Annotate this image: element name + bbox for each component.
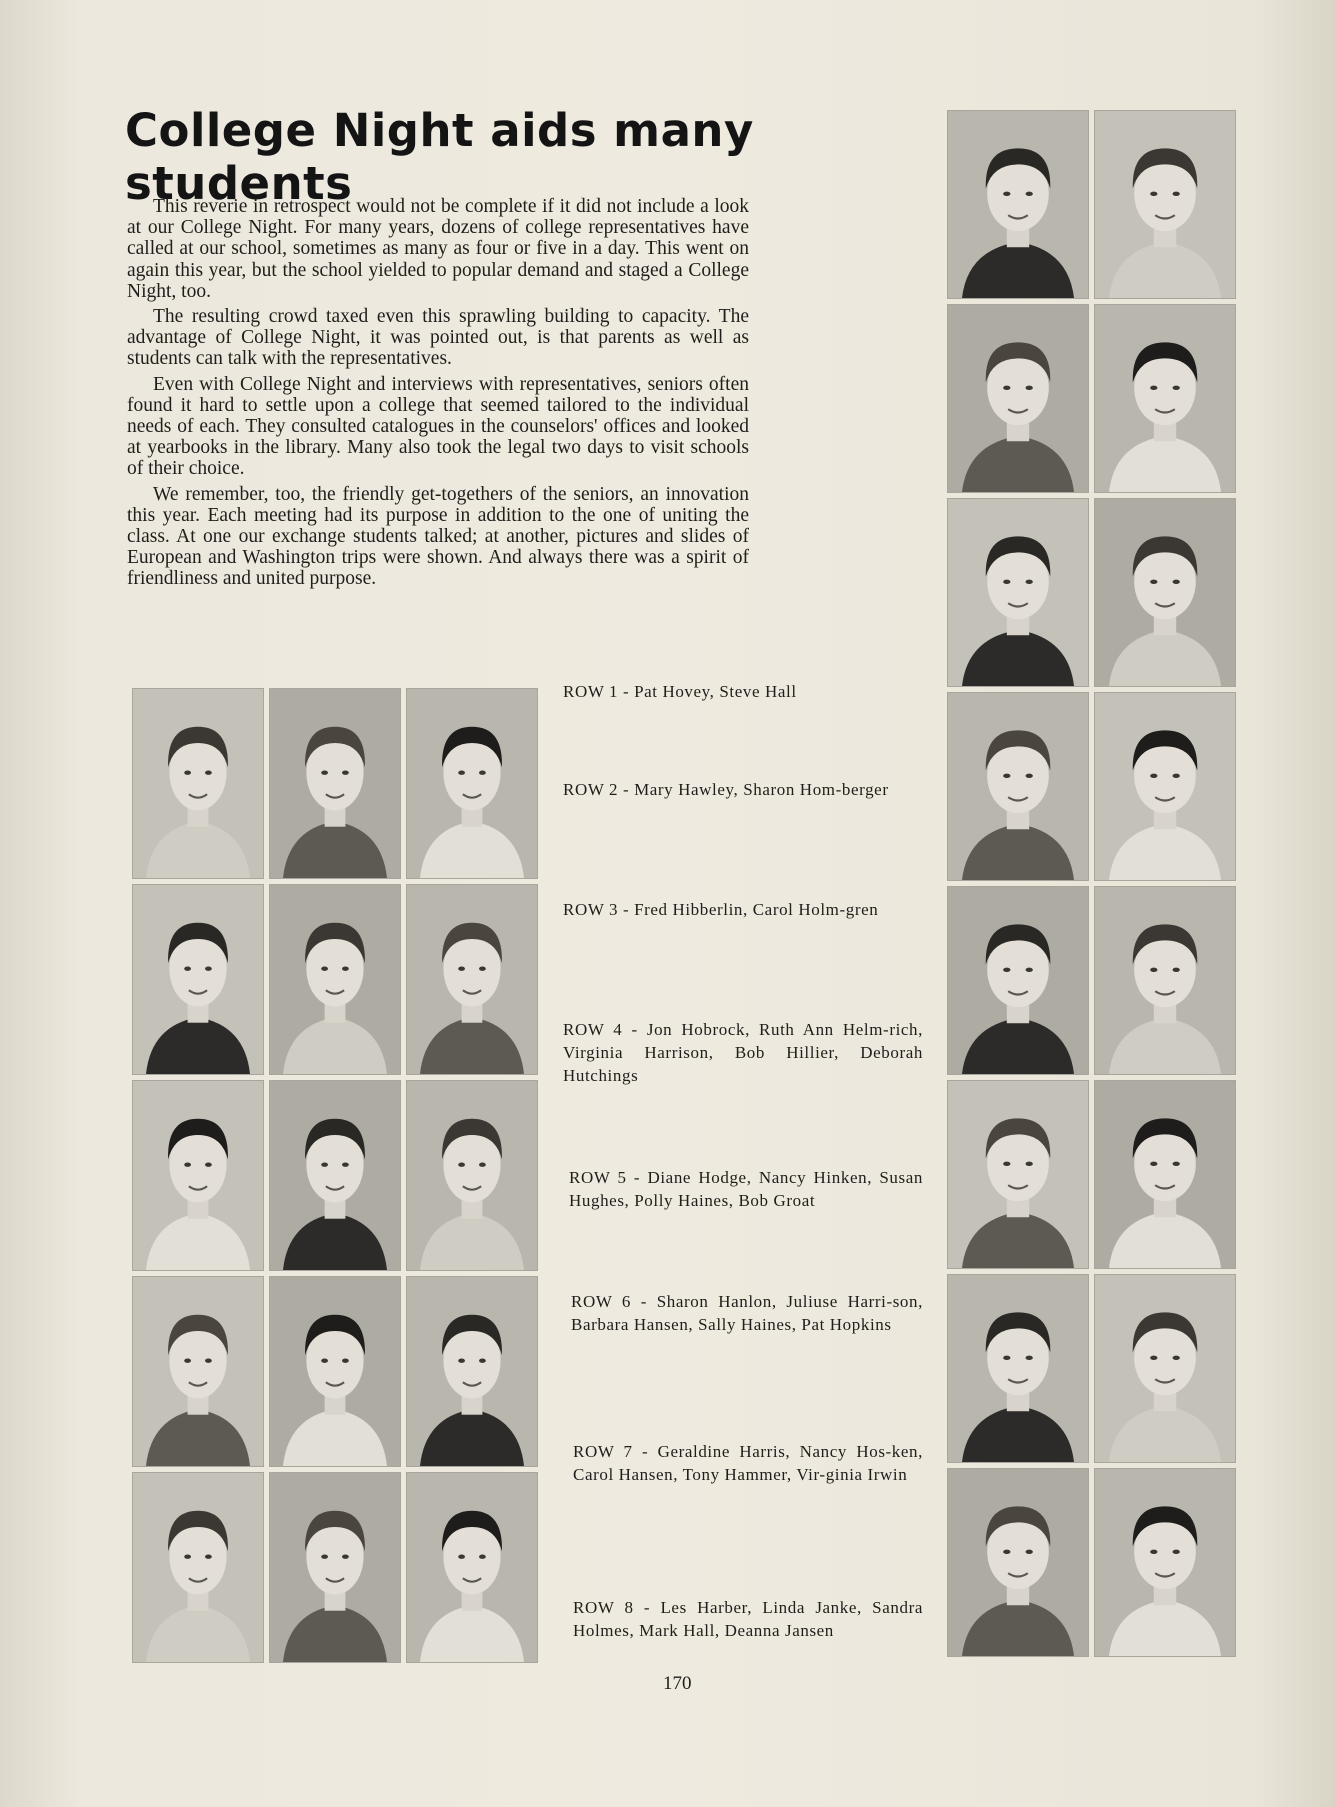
student-portrait-photo (132, 1472, 264, 1663)
article-paragraph: Even with College Night and interviews with representatives, seniors often found it hard to settle upon a college that seemed tailored to the individual needs of each. They consulted catalogues in the counselors' offices and looked at yearbooks in the library. Many also took the legal two days to visit schools of their choice. (127, 373, 749, 480)
student-portrait-photo (947, 1274, 1089, 1463)
row-caption: ROW 5 - Diane Hodge, Nancy Hinken, Susan Hughes, Polly Haines, Bob Groat (569, 1168, 923, 1210)
row-caption: ROW 2 - Mary Hawley, Sharon Hom-berger (563, 780, 889, 799)
left-portrait-grid (132, 688, 538, 1663)
student-portrait-photo (406, 884, 538, 1075)
student-portrait-photo (132, 1080, 264, 1271)
student-portrait-photo (269, 1080, 401, 1271)
student-portrait-photo (947, 886, 1089, 1075)
student-portrait-photo (269, 884, 401, 1075)
student-portrait-photo (1094, 110, 1236, 299)
student-portrait-photo (947, 692, 1089, 881)
right-portrait-grid (947, 110, 1236, 1657)
article-paragraph: The resulting crowd taxed even this sprawling building to capacity. The advantage of College Night, it was pointed out, is that parents as well as students can talk with the representatives. (127, 306, 749, 370)
article-paragraph: This reverie in retrospect would not be complete if it did not include a look at our College Night. For many years, dozens of college representatives have called at our school, sometimes as many as four or five in a day. This went on again this year, but the school yielded to popular demand and staged a College Night, too. (127, 196, 749, 302)
student-portrait-photo (1094, 304, 1236, 493)
student-portrait-photo (1094, 1274, 1236, 1463)
student-portrait-photo (1094, 886, 1236, 1075)
student-portrait-photo (269, 1472, 401, 1663)
student-portrait-photo (406, 1276, 538, 1467)
row-caption: ROW 7 - Geraldine Harris, Nancy Hos-ken, Carol Hansen, Tony Hammer, Vir-ginia Irwin (573, 1442, 923, 1484)
student-portrait-photo (947, 304, 1089, 493)
student-portrait-photo (406, 1080, 538, 1271)
row-caption: ROW 6 - Sharon Hanlon, Juliuse Harri-son, Barbara Hansen, Sally Haines, Pat Hopkins (571, 1292, 923, 1334)
article-paragraph: We remember, too, the friendly get-togethers of the seniors, an innovation this year. Each meeting had its purpose in addition to the one of uniting the class. At one our exchange students talked; at another, pictures and slides of European and Washington trips were shown. And always there was a spirit of friendliness and united purpose. (127, 483, 749, 590)
student-portrait-photo (406, 1472, 538, 1663)
student-portrait-photo (406, 688, 538, 879)
student-portrait-photo (269, 1276, 401, 1467)
row-caption: ROW 8 - Les Harber, Linda Janke, Sandra Holmes, Mark Hall, Deanna Jansen (573, 1598, 923, 1640)
student-portrait-photo (269, 688, 401, 879)
row-caption: ROW 4 - Jon Hobrock, Ruth Ann Helm-rich, Virginia Harrison, Bob Hillier, Deborah Hutchings (563, 1020, 923, 1085)
student-portrait-photo (947, 1468, 1089, 1657)
row-caption: ROW 3 - Fred Hibberlin, Carol Holm-gren (563, 900, 879, 919)
article-body (127, 196, 749, 594)
student-portrait-photo (947, 498, 1089, 687)
row-caption: ROW 1 - Pat Hovey, Steve Hall (563, 682, 797, 701)
page-number: 170 (663, 1673, 692, 1694)
student-portrait-photo (132, 884, 264, 1075)
student-portrait-photo (1094, 692, 1236, 881)
page-headline: College Night aids many students (125, 104, 754, 210)
student-portrait-photo (947, 110, 1089, 299)
student-portrait-photo (1094, 1080, 1236, 1269)
student-portrait-photo (947, 1080, 1089, 1269)
student-portrait-photo (1094, 1468, 1236, 1657)
student-portrait-photo (132, 1276, 264, 1467)
student-portrait-photo (132, 688, 264, 879)
student-portrait-photo (1094, 498, 1236, 687)
